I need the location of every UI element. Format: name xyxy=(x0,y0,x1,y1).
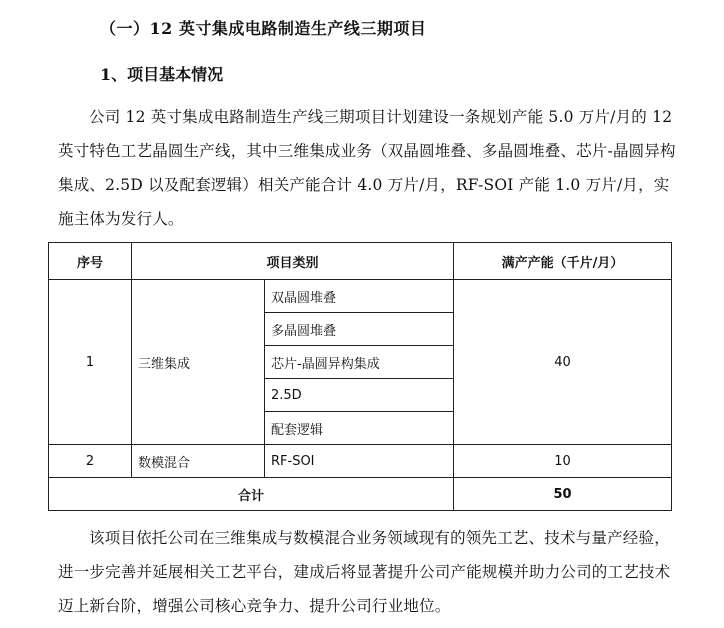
row1-subitem: 2.5D xyxy=(265,379,454,412)
total-label: 合计 xyxy=(49,478,454,511)
table-total-row xyxy=(49,478,672,511)
header-seq: 序号 xyxy=(49,243,132,280)
subsection-heading: 1、项目基本情况 xyxy=(100,65,224,84)
section-heading: （一）12 英寸集成电路制造生产线三期项目 xyxy=(100,19,427,38)
row1-subitem: 双晶圆堆叠 xyxy=(265,280,454,313)
row1-capacity: 40 xyxy=(454,280,672,445)
conclusion-paragraph: 该项目依托公司在三维集成与数模混合业务领域现有的领先工艺、技术与量产经验，进一步完善并延展相关工艺平台，建成后将显著提升公司产能规模并助力公司的工艺技术迈上新台阶，增强公司核心竞争力、提升公司行业地位。 xyxy=(58,529,671,615)
table-row xyxy=(49,280,672,313)
row1-subitem: 配套逻辑 xyxy=(265,412,454,445)
header-category: 项目类别 xyxy=(132,243,454,280)
table-header-row xyxy=(49,243,672,280)
row1-subitem: 芯片-晶圆异构集成 xyxy=(265,346,454,379)
row2-seq: 2 xyxy=(49,445,132,478)
row1-category: 三维集成 xyxy=(132,280,265,445)
capacity-table xyxy=(48,242,672,511)
row1-seq: 1 xyxy=(49,280,132,445)
row2-subitem: RF-SOI xyxy=(265,445,454,478)
row2-capacity: 10 xyxy=(454,445,672,478)
intro-paragraph: 公司 12 英寸集成电路制造生产线三期项目计划建设一条规划产能 5.0 万片/月的 12 英寸特色工艺晶圆生产线，其中三维集成业务（双晶圆堆叠、多晶圆堆叠、芯片-晶圆异构集成、2.5D 以及配套逻辑）相关产能合计 4.0 万片/月，RF-SOI 产能 1.0 万片/月，实施主体为发行人。 xyxy=(58,108,676,228)
header-capacity: 满产产能（千片/月） xyxy=(454,243,672,280)
table-row xyxy=(49,445,672,478)
row1-subitem: 多晶圆堆叠 xyxy=(265,313,454,346)
row2-category: 数模混合 xyxy=(132,445,265,478)
total-value: 50 xyxy=(454,478,672,511)
